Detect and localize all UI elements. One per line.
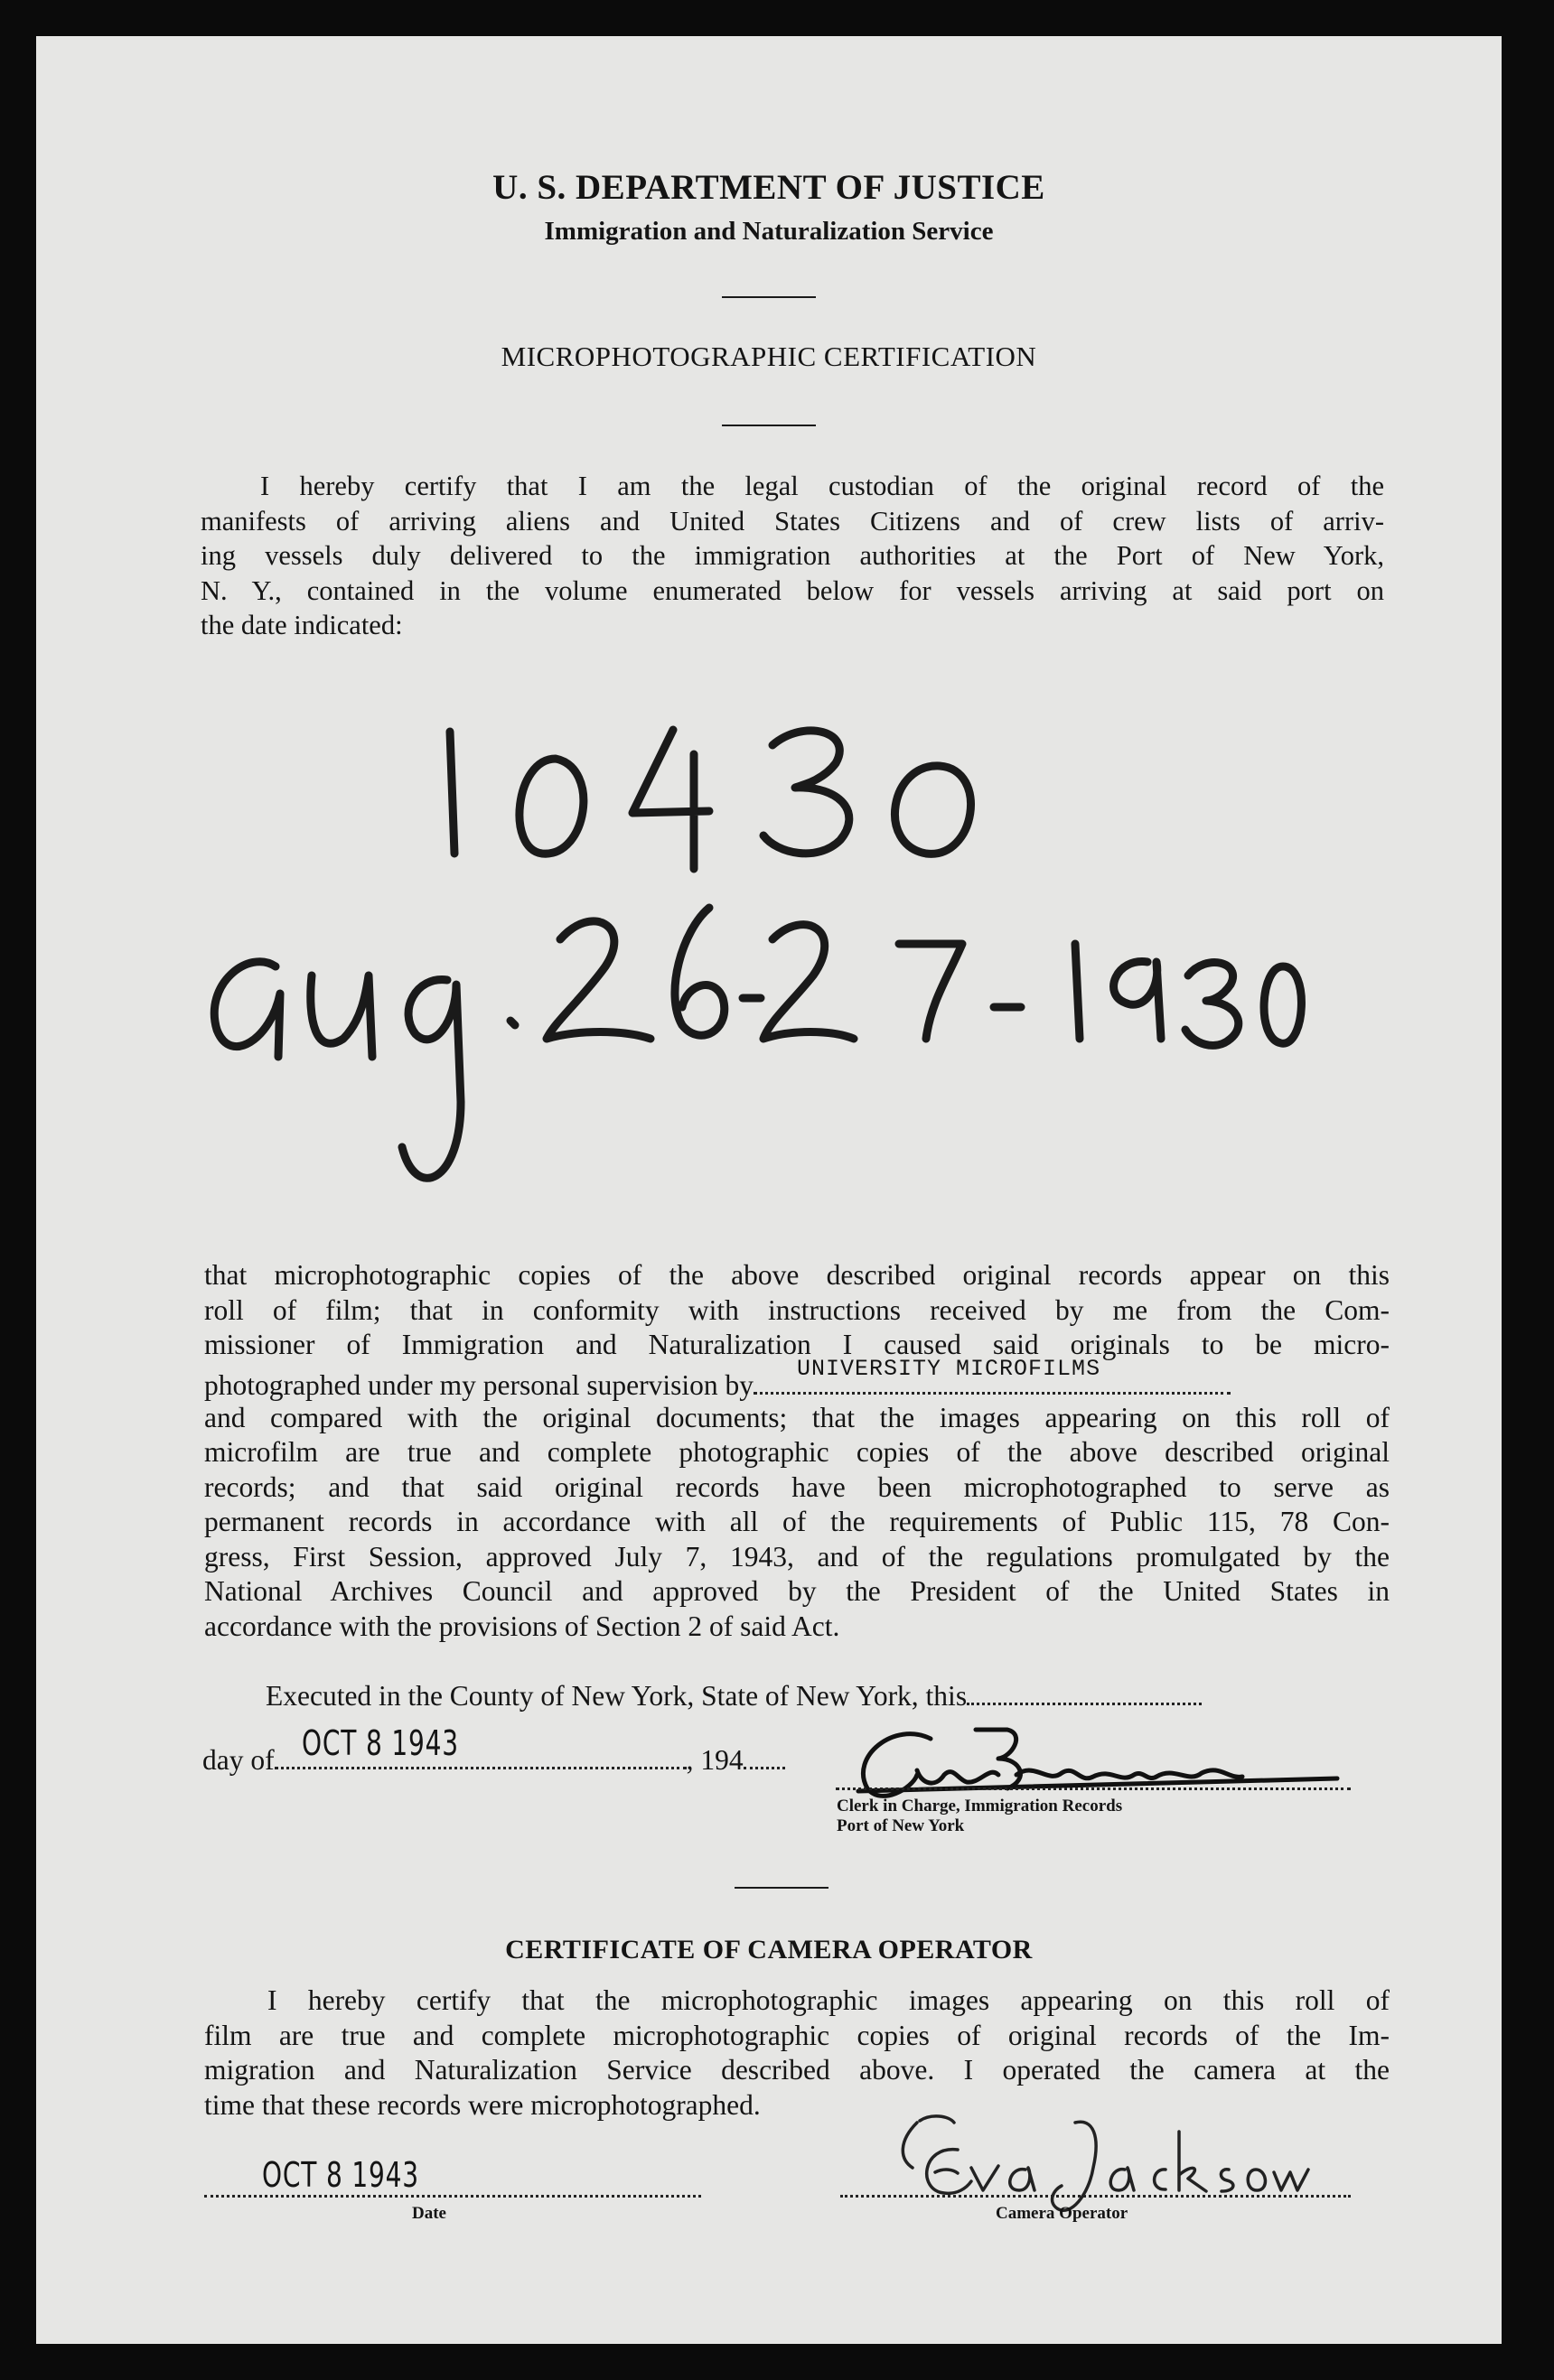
executed-date-stamp: OCT 8 1943 <box>301 1723 459 1763</box>
camera-date-stamp: OCT 8 1943 <box>262 2155 419 2195</box>
camera-line: I hereby certify that the microphotographic images appearing on this roll of <box>267 1984 1390 2016</box>
body-line: accordance with the provisions of Section 2 of said Act. <box>204 1610 840 1642</box>
clerk-title: Clerk in Charge, Immigration Records <box>837 1797 1123 1815</box>
intro-line: ing vessels duly delivered to the immigration authorities at the Port of New York, <box>201 540 1384 571</box>
clerk-signature-line <box>836 1787 1351 1790</box>
body-line: and compared with the original documents; that the images appearing on this roll of <box>204 1401 1390 1433</box>
section-divider <box>735 1887 828 1889</box>
supervision-line <box>204 1355 1390 1401</box>
camera-line: time that these records were microphotographed. <box>204 2088 761 2121</box>
camera-operator-title: CERTIFICATE OF CAMERA OPERATOR <box>505 1935 1033 1965</box>
body-line: National Archives Council and approved by the President of the United States in <box>204 1575 1390 1607</box>
camera-operator-signature-line <box>840 2195 1351 2198</box>
certificate-page <box>36 36 1502 2344</box>
camera-date-field <box>204 2195 701 2198</box>
camera-line: film are true and complete microphotographic copies of original records of the Im- <box>204 2019 1390 2051</box>
body-paragraph <box>204 1258 1390 1644</box>
handwritten-dates-text <box>36 40 42 41</box>
camera-line: migration and Naturalization Service described above. I operated the camera at the <box>204 2054 1390 2086</box>
intro-line: N. Y., contained in the volume enumerated below for vessels arriving at said port on <box>201 574 1384 606</box>
handwritten-volume-and-dates <box>36 36 1502 1210</box>
supervisor-stamp: UNIVERSITY MICROFILMS <box>797 1355 1101 1382</box>
certification-title: MICROPHOTOGRAPHIC CERTIFICATION <box>501 341 1037 372</box>
year-field <box>744 1747 785 1769</box>
body-line: microfilm are true and complete photographic copies of the above described original <box>204 1436 1390 1468</box>
supervisor-field <box>754 1355 1231 1395</box>
day-of-field <box>275 1723 687 1769</box>
day-of-line <box>202 1723 785 1777</box>
supervision-prefix: photographed under my personal supervision by <box>204 1368 754 1401</box>
body-line: permanent records in accordance with all of the requirements of Public 115, 78 Con- <box>204 1506 1390 1537</box>
camera-operator-label: Camera Operator <box>996 2204 1128 2223</box>
camera-date-label: Date <box>412 2204 446 2223</box>
service-subheading: Immigration and Naturalization Service <box>544 217 994 246</box>
body-line: gress, First Session, approved July 7, 1943, and of the regulations promulgated by the <box>204 1540 1390 1573</box>
intro-line: I hereby certify that I am the legal custodian of the original record of the <box>260 471 1384 501</box>
body-line: records; and that said original records have been microphotographed to serve as <box>204 1470 1390 1503</box>
body-line: roll of film; that in conformity with instructions received by me from the Com- <box>204 1293 1390 1326</box>
clerk-location: Port of New York <box>837 1816 965 1835</box>
year-prefix: , 194 <box>686 1744 744 1776</box>
executed-text: Executed in the County of New York, State of New York, this <box>266 1680 968 1712</box>
handwritten-volume-text <box>36 36 39 37</box>
body-line: that microphotographic copies of the above described original records appear on this <box>204 1259 1390 1291</box>
department-heading: U. S. DEPARTMENT OF JUSTICE <box>492 168 1045 207</box>
body-line: missioner of Immigration and Naturalization I caused said originals to be micro- <box>204 1329 1390 1360</box>
intro-line: manifests of arriving aliens and United States Citizens and of crew lists of arriv- <box>201 505 1384 537</box>
camera-operator-signature-text <box>36 43 41 44</box>
day-of-label: day of <box>202 1744 275 1776</box>
intro-line: the date indicated: <box>201 610 403 640</box>
camera-operator-signature <box>867 2095 1319 2222</box>
